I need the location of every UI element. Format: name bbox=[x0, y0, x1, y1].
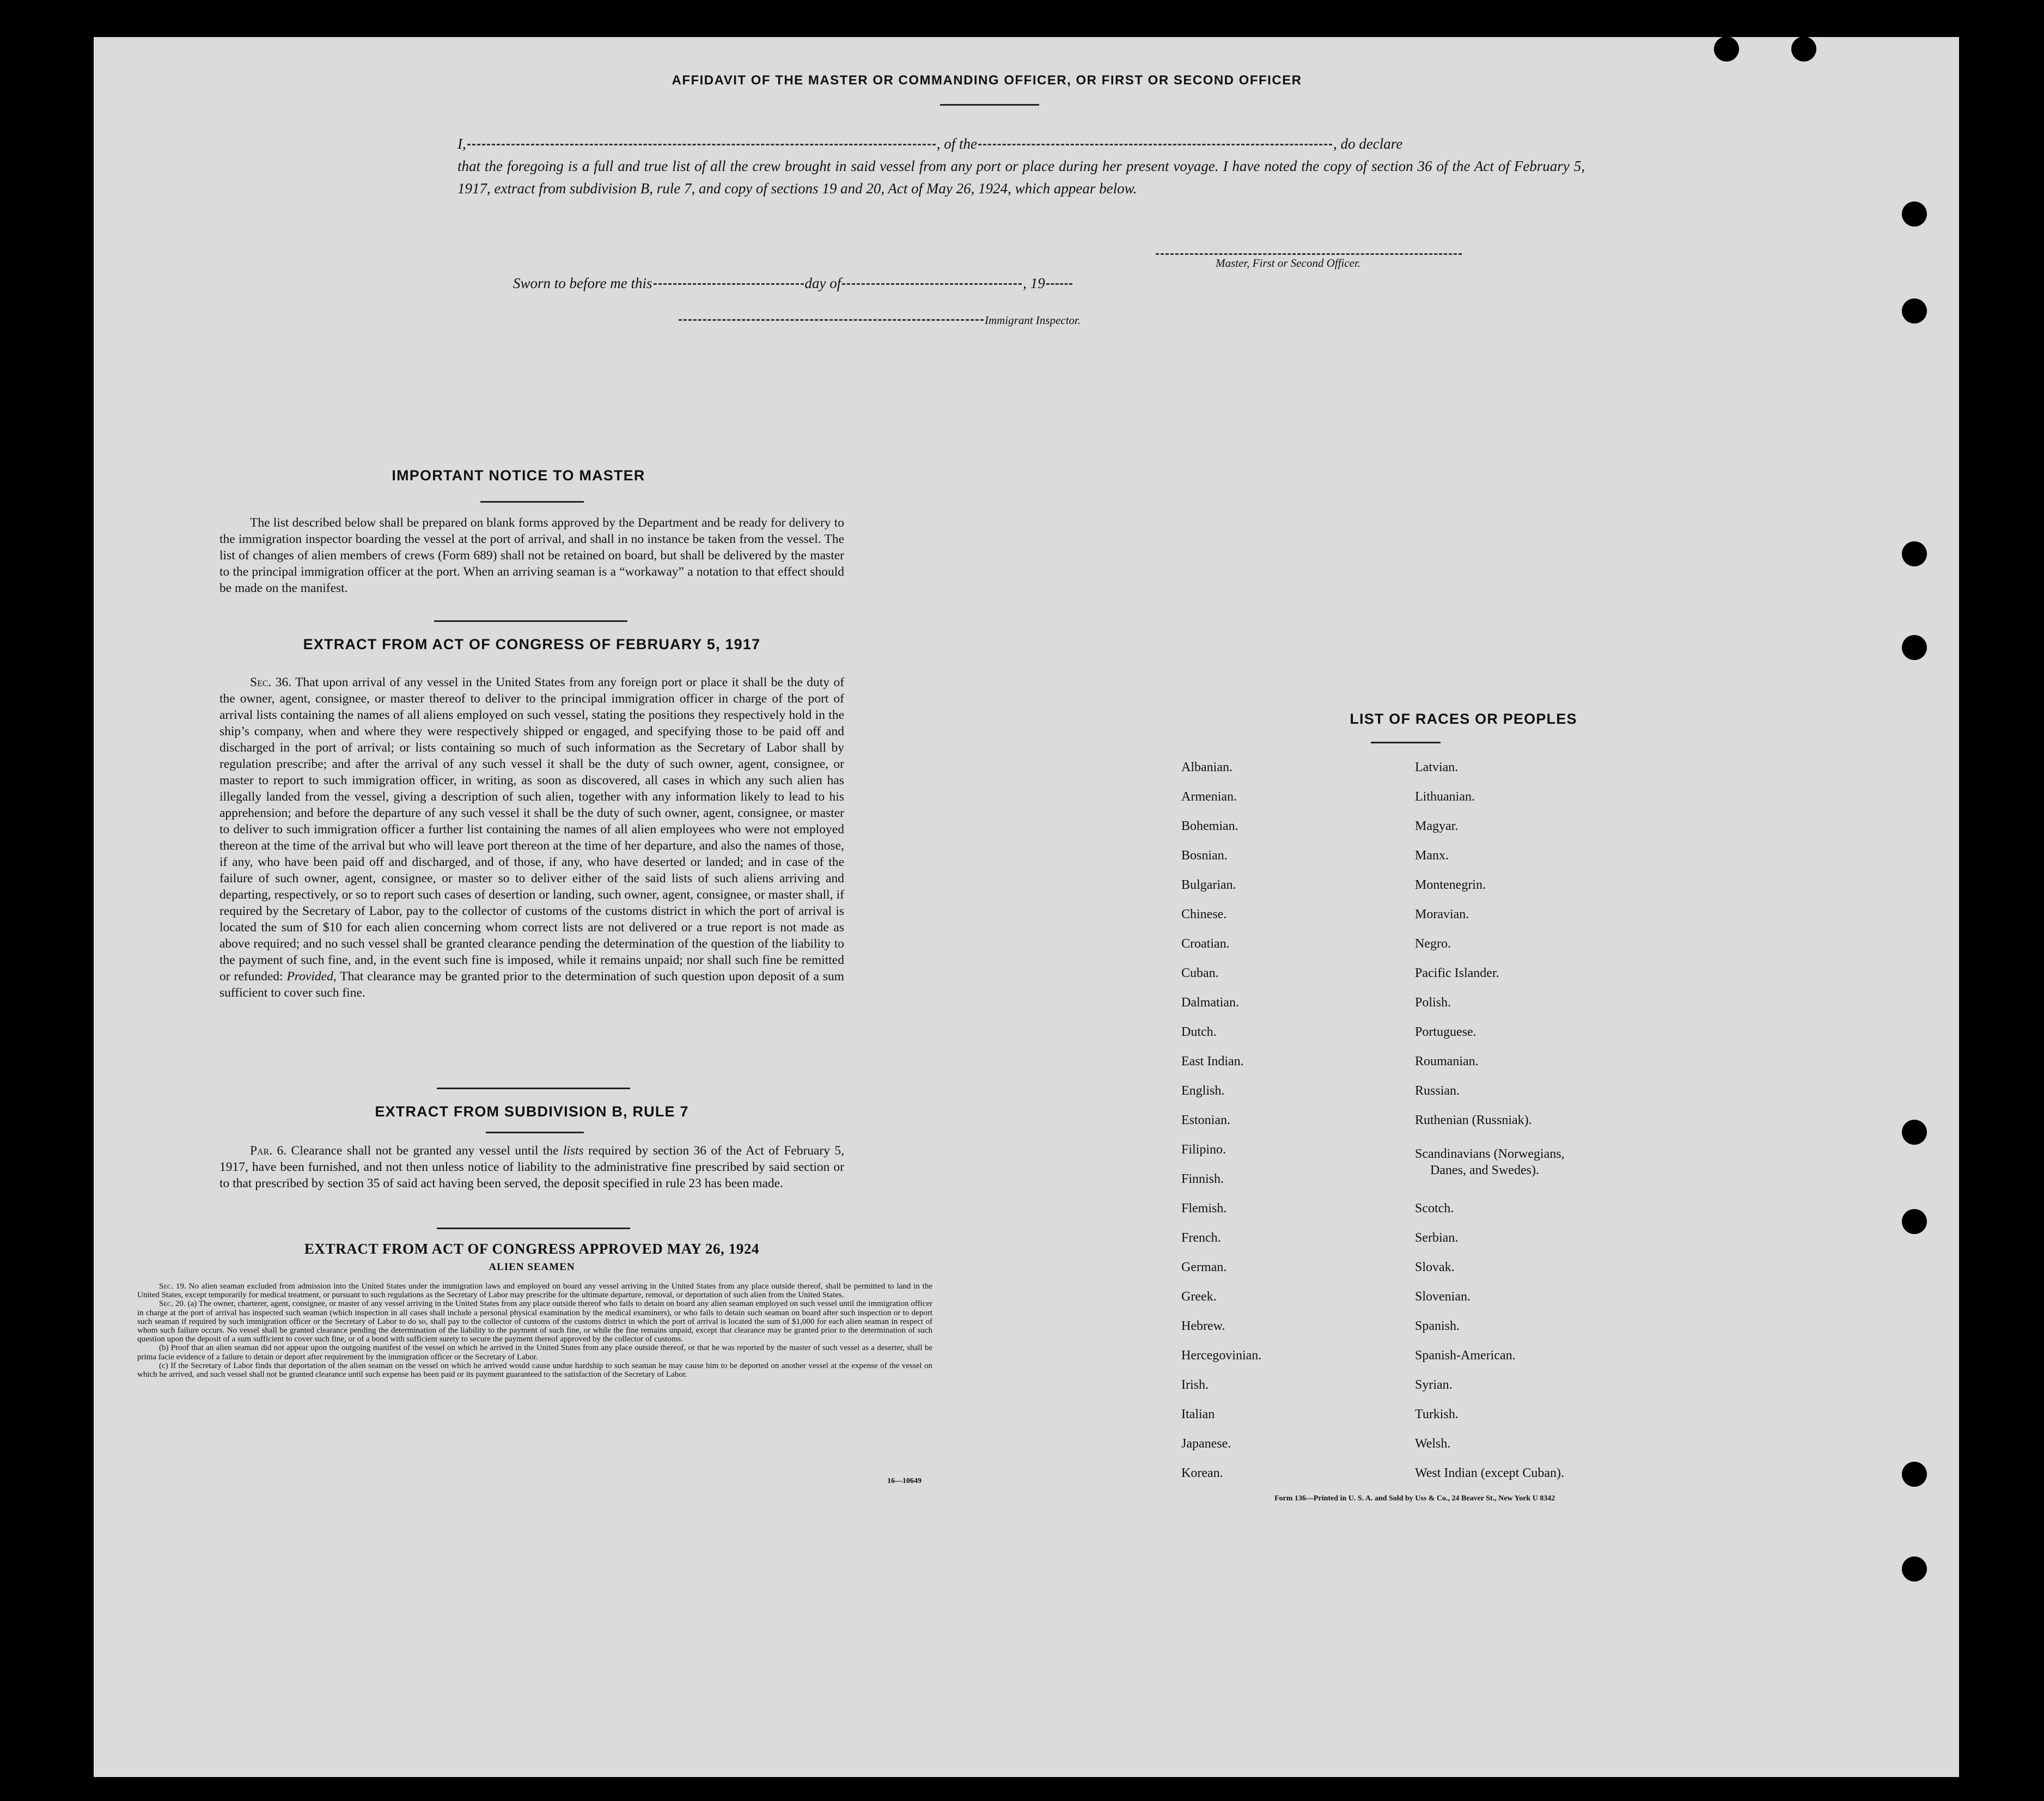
binder-hole bbox=[1902, 1462, 1927, 1487]
section-19-text: No alien seaman excluded from admission into the United States under the immigration laws and employed on board any vessel arriving in the United States from any place outside thereof, shall be permitted to land in the United States, except temporarily for medical treatment, or pursuant to such regulations as the Secretary of Labor may prescribe for the ultimate departure, removal, or deportation of such alien from the United States. bbox=[137, 1282, 932, 1300]
race-item: Pacific Islander. bbox=[1415, 966, 1499, 980]
section-20-text: (a) The owner, charterer, agent, consignee, or master of any vessel arriving in the United States from any place outside thereof who fails to detain on board any alien seaman employed on such vessel until the immigration officer in charge at the port of arrival has inspected such seaman (which inspection in all cases shall include a personal physical examination by the medical examiners), or who fails to detain such seaman on board after such inspection or to deport such seaman if required by such immigration officer or the Secretary of Labor to do so, shall pay to the collector of customs of the customs district in which the port of arrival is located the sum of $1,000 for each alien seaman in respect of whom such failure occurs. No vessel shall be granted clearance pending the determination of the liability to the payment of such fine, or while the fine remains unpaid, except that clearance may be granted prior to the determination of such question upon the deposit of a sum sufficient to cover such fine, or of a bond with sufficient surety to secure the payment thereof approved by the collector of customs. bbox=[137, 1299, 932, 1344]
race-item: Finnish. bbox=[1181, 1172, 1224, 1186]
divider bbox=[437, 1228, 630, 1229]
race-item: Latvian. bbox=[1415, 760, 1459, 774]
race-item: English. bbox=[1181, 1084, 1225, 1098]
race-item: Korean. bbox=[1181, 1466, 1223, 1480]
race-item: Spanish-American. bbox=[1415, 1348, 1516, 1363]
race-item: Danes, and Swedes). bbox=[1430, 1163, 1539, 1177]
race-item: Estonian. bbox=[1181, 1113, 1230, 1127]
binder-hole bbox=[1902, 1209, 1927, 1234]
race-item: Polish. bbox=[1415, 996, 1451, 1010]
binder-hole bbox=[1902, 202, 1927, 227]
section-20-text: (b) Proof that an alien seaman did not appear upon the outgoing manifest of the vessel on which he arrived in the United States from any place outside thereof, or that he was reported by the master of such vessel as a deserter, shall be prima facie evidence of a failure to detain or deport after requirement by the immigration officer or the Secretary of Labor. bbox=[137, 1344, 932, 1362]
race-item: German. bbox=[1181, 1260, 1227, 1274]
race-item: Lithuanian. bbox=[1415, 790, 1475, 804]
section-20-text: (c) If the Secretary of Labor finds that deportation of the alien seaman on the vessel on which he arrived would cause undue hardship to such seaman he may cause him to be deported on another vessel at the expense of the vessel on which he arrived, and such vessel shall not be granted clearance until such expense has been paid or its payment guaranteed to the satisfaction of the Secretary of Labor. bbox=[137, 1361, 932, 1379]
subdivision-body bbox=[219, 1143, 844, 1192]
extract-1917-body bbox=[219, 674, 844, 1001]
binder-hole bbox=[1791, 36, 1816, 62]
divider bbox=[480, 501, 584, 503]
race-item: Flemish. bbox=[1181, 1201, 1227, 1216]
sworn-line bbox=[513, 272, 1073, 295]
form-code: 16—10649 bbox=[887, 1477, 922, 1485]
race-item: Irish. bbox=[1181, 1378, 1209, 1392]
race-item: West Indian (except Cuban). bbox=[1415, 1466, 1564, 1480]
sworn-day-field[interactable] bbox=[654, 283, 804, 285]
inspector-label: Immigrant Inspector. bbox=[985, 314, 1081, 327]
race-item: Hebrew. bbox=[1181, 1319, 1225, 1333]
par-text: required by section 36 of the Act of February 5, 1917, have been furnished, and not then unless notice of liability to the administrative fine prescribed by said section or to that prescribed by section 35 of said act having been served, the deposit specified in rule 23 has been made. bbox=[219, 1144, 845, 1191]
form-page bbox=[94, 37, 1959, 1777]
sworn-year-field[interactable] bbox=[1046, 283, 1072, 285]
notice-body bbox=[219, 515, 844, 596]
section-36-text: That clearance may be granted prior to the determination of such question upon deposit of a sum sufficient to cover such fine. bbox=[219, 969, 845, 1000]
race-item: Portuguese. bbox=[1415, 1025, 1476, 1039]
notice-text: The list described below shall be prepared on blank forms approved by the Department and be ready for delivery to the immigration inspector boarding the vessel at the port of arrival, and shall in no instance be taken from the vessel. The list of changes of alien members of crews (Form 689) shall not be retained on board, but shall be delivered by the master to the principal immigration officer at the port. When an arriving seaman is a “workaway” a notation to that effect should be made on the manifest. bbox=[219, 516, 844, 595]
race-item: Croatian. bbox=[1181, 937, 1230, 951]
extract-1924-title: EXTRACT FROM ACT OF CONGRESS APPROVED MAY 26, 1924 bbox=[304, 1241, 760, 1257]
race-item: Hercegovinian. bbox=[1181, 1348, 1262, 1363]
binder-hole bbox=[1902, 1120, 1927, 1145]
declaration-line bbox=[457, 133, 1585, 155]
divider bbox=[940, 104, 1039, 106]
race-item: East Indian. bbox=[1181, 1054, 1244, 1069]
race-item: Armenian. bbox=[1181, 790, 1237, 804]
race-item: Dutch. bbox=[1181, 1025, 1217, 1039]
race-item: Roumanian. bbox=[1415, 1054, 1479, 1069]
affidavit-title: AFFIDAVIT OF THE MASTER OR COMMANDING OFFICER, OR FIRST OR SECOND OFFICER bbox=[672, 73, 1302, 88]
race-item: Magyar. bbox=[1415, 819, 1459, 833]
race-item: Negro. bbox=[1415, 937, 1451, 951]
race-item: Bohemian. bbox=[1181, 819, 1238, 833]
sworn-label: day of bbox=[804, 275, 841, 291]
section-label: Sec. 36. bbox=[250, 675, 292, 689]
race-item: Moravian. bbox=[1415, 907, 1469, 921]
divider bbox=[437, 1088, 630, 1089]
race-item: Serbian. bbox=[1415, 1231, 1459, 1245]
race-item: Welsh. bbox=[1415, 1437, 1451, 1451]
race-item: Slovenian. bbox=[1415, 1290, 1471, 1304]
binder-hole bbox=[1902, 1556, 1927, 1582]
par-text: Clearance shall not be granted any vessel until the bbox=[291, 1144, 559, 1158]
race-item: Ruthenian (Russniak). bbox=[1415, 1113, 1532, 1127]
section-36-text: That upon arrival of any vessel in the United States from any foreign port or place it shall be the duty of the owner, agent, consignee, or master thereof to deliver to the principal immigration officer in charge of the port of arrival lists containing the names of all aliens employed on such vessel, stating the positions they respectively hold in the ship’s company, when and where they were respectively shipped or engaged, and specifying those to be paid off and discharged in the port of arrival; or lists containing so much of such information as the Secretary of Labor shall by regulation prescribe; and after the arrival of any such vessel it shall be the duty of such owner, agent, consignee, or master to report to such immigration officer, in writing, as soon as discovered, all cases in which any such alien has illegally landed from the vessel, giving a description of such alien, together with any information likely to lead to his apprehension; and before the departure of any such vessel it shall be the duty of such owner, agent, consignee, or master to deliver to such immigration officer a further list containing the names of all alien employees who were not employed thereon at the time of the arrival but who will leave port thereon at the time of her departure, and also the names of those, if any, who have been paid off and discharged, and of those, if any, who have deserted or landed; and in case of the failure of such owner, agent, consignee, or master so to deliver either of the said lists of such aliens arriving and departing, respectively, or so to report such cases of desertion or landing, such owner, agent, consignee, or master shall, if required by the Secretary of Labor, pay to the collector of customs of the customs district in which the port of arrival is located the sum of $10 for each alien concerning whom correct lists are not delivered or a true report is not made as above required; and no such vessel shall be granted clearance pending the determination of the question of the liability to the payment of such fine, and, in the event such fine is imposed, while it remains unpaid; nor shall such fine be remitted or refunded: bbox=[219, 675, 845, 984]
binder-hole bbox=[1902, 635, 1927, 660]
race-item: Dalmatian. bbox=[1181, 996, 1239, 1010]
sworn-label: , 19 bbox=[1023, 275, 1045, 291]
provided-word: Provided, bbox=[286, 969, 337, 984]
race-item: Albanian. bbox=[1181, 760, 1232, 774]
subdivision-title: EXTRACT FROM SUBDIVISION B, RULE 7 bbox=[375, 1103, 689, 1120]
race-item: Syrian. bbox=[1415, 1378, 1453, 1392]
binder-hole bbox=[1902, 541, 1927, 566]
divider bbox=[486, 1132, 584, 1133]
vessel-field[interactable] bbox=[978, 144, 1332, 145]
race-item: Manx. bbox=[1415, 848, 1449, 863]
race-item: Italian bbox=[1181, 1407, 1215, 1421]
race-item: Scandinavians (Norwegians, bbox=[1415, 1147, 1565, 1161]
divider bbox=[434, 620, 627, 622]
race-item: Bosnian. bbox=[1181, 848, 1228, 863]
race-item: Greek. bbox=[1181, 1290, 1217, 1304]
form-footer: Form 136—Printed in U. S. A. and Sold by Uss & Co., 24 Beaver St., New York U 8342 bbox=[1274, 1494, 1555, 1503]
section-label: Sec. 19. bbox=[159, 1282, 186, 1291]
race-item: French. bbox=[1181, 1231, 1221, 1245]
name-field[interactable] bbox=[467, 144, 936, 145]
inspector-signature-field[interactable] bbox=[679, 319, 984, 321]
race-item: Slovak. bbox=[1415, 1260, 1455, 1274]
declaration-label: , of the bbox=[936, 136, 977, 152]
race-item: Bulgarian. bbox=[1181, 878, 1236, 892]
race-item: Filipino. bbox=[1181, 1143, 1227, 1157]
races-title: LIST OF RACES OR PEOPLES bbox=[1350, 711, 1577, 727]
par-label: Par. 6. bbox=[250, 1144, 287, 1158]
declaration-label: I, bbox=[457, 136, 466, 152]
extract-1924-body bbox=[137, 1282, 932, 1379]
inspector-line bbox=[678, 309, 1081, 332]
race-item: Spanish. bbox=[1415, 1319, 1460, 1333]
race-item: Scotch. bbox=[1415, 1201, 1454, 1216]
race-item: Montenegrin. bbox=[1415, 878, 1486, 892]
extract-1917-title: EXTRACT FROM ACT OF CONGRESS OF FEBRUARY 5, 1917 bbox=[303, 636, 761, 652]
race-item: Turkish. bbox=[1415, 1407, 1459, 1421]
race-item: Cuban. bbox=[1181, 966, 1219, 980]
extract-1924-subtitle: ALIEN SEAMEN bbox=[489, 1261, 575, 1273]
binder-hole bbox=[1714, 36, 1739, 62]
signature-label: Master, First or Second Officer. bbox=[1216, 257, 1360, 270]
section-label: Sec. 20. bbox=[159, 1299, 186, 1309]
lists-word: lists bbox=[563, 1144, 584, 1158]
race-item: Chinese. bbox=[1181, 907, 1227, 921]
binder-hole bbox=[1902, 298, 1927, 323]
notice-title: IMPORTANT NOTICE TO MASTER bbox=[392, 467, 645, 484]
race-item: Japanese. bbox=[1181, 1437, 1231, 1451]
sworn-month-field[interactable] bbox=[842, 283, 1022, 285]
race-item: Russian. bbox=[1415, 1084, 1460, 1098]
declaration-body: that the foregoing is a full and true list of all the crew brought in said vessel from any port or place during her present voyage. I have noted the copy of section 36 of the Act of February 5, 1917, extract from subdivision B, rule 7, and copy of sections 19 and 20, Act of May 26, 1924, which appear below. bbox=[457, 158, 1585, 197]
declaration-label: , do declare bbox=[1333, 136, 1403, 152]
divider bbox=[1371, 742, 1441, 743]
sworn-label: Sworn to before me this bbox=[513, 275, 652, 291]
